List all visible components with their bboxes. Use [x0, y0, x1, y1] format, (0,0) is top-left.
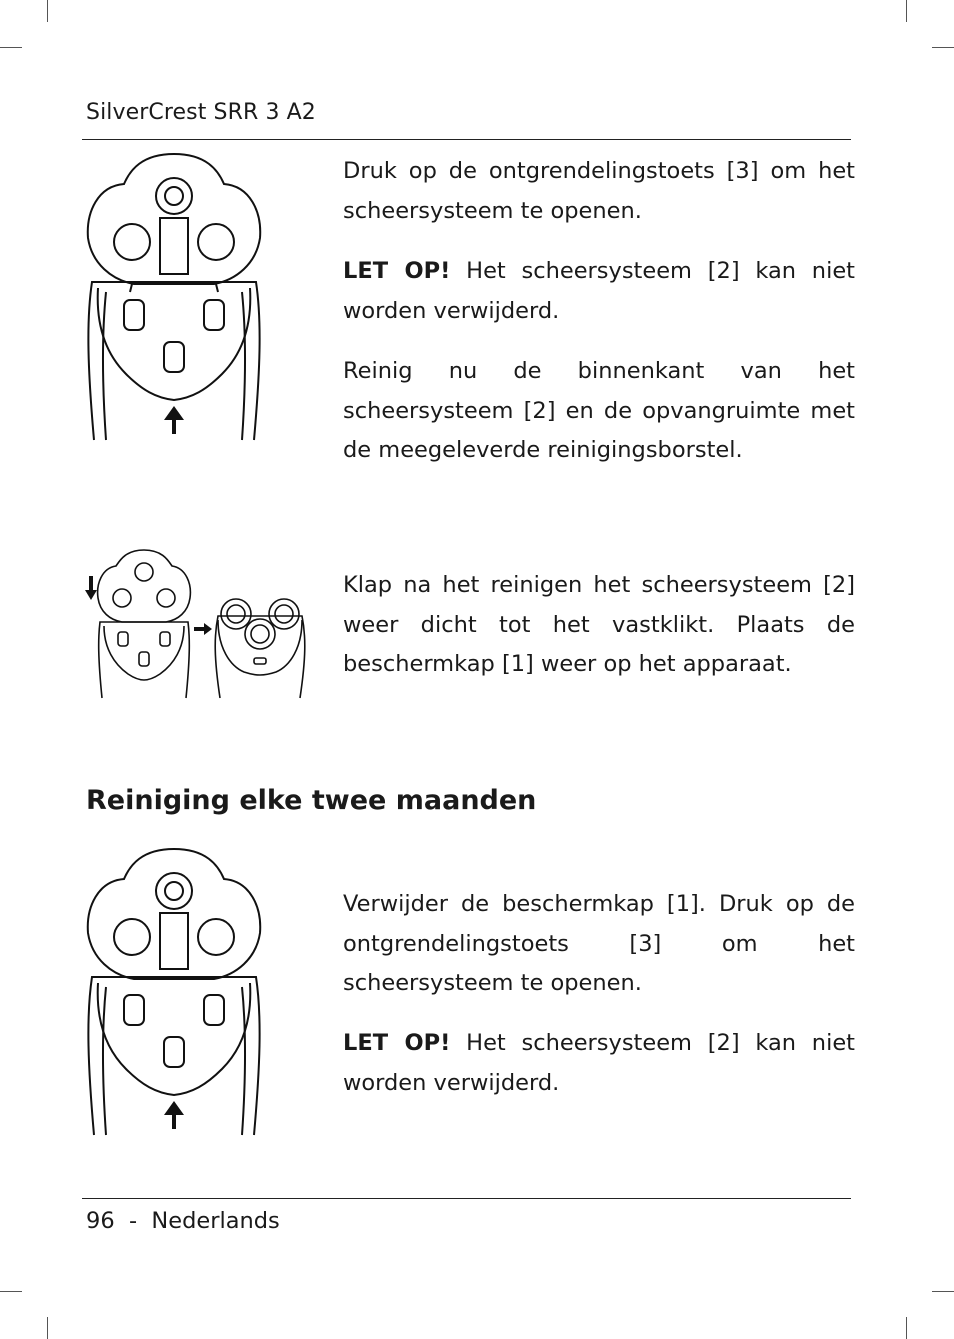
warning-label: LET OP! [343, 258, 451, 284]
page-number: 96 [86, 1208, 115, 1234]
footer-language: Nederlands [151, 1208, 280, 1234]
crop-mark [906, 1317, 907, 1339]
crop-mark [0, 1291, 22, 1292]
header-rule [82, 139, 851, 140]
paragraph: Klap na het reinigen het scheersysteem [2] weer dicht tot het vastklikt. Plaats de beschermkap [1] weer op het apparaat. [343, 572, 855, 677]
crop-mark [0, 47, 22, 48]
crop-mark [932, 1291, 954, 1292]
footer-separator: - [128, 1208, 138, 1234]
paragraph: Verwijder de beschermkap [1]. Druk op de ontgrendelingstoets [3] om het scheersysteem te openen. [343, 891, 855, 996]
running-header: SilverCrest SRR 3 A2 [86, 100, 316, 125]
warning-paragraph: LET OP! Het scheersysteem [2] kan niet worden verwijderd. [343, 1030, 855, 1096]
shaver-open-illustration [84, 152, 264, 442]
section-heading: Reiniging elke twee maanden [86, 785, 537, 816]
warning-paragraph: LET OP! Het scheersysteem [2] kan niet worden verwijderd. [343, 258, 855, 324]
page-footer [86, 1208, 280, 1234]
shaver-close-illustration [84, 548, 310, 700]
crop-mark [47, 1317, 48, 1339]
shaver-open-illustration [84, 847, 264, 1137]
crop-mark [47, 0, 48, 22]
crop-mark [932, 47, 954, 48]
paragraph: Druk op de ontgrendelingstoets [3] om het scheersysteem te openen. [343, 158, 855, 224]
paragraph: Reinig nu de binnenkant van het scheersysteem [2] en de opvangruimte met de meegeleverde reinigingsborstel. [343, 358, 855, 463]
footer-rule [82, 1198, 851, 1199]
warning-label: LET OP! [343, 1030, 451, 1056]
crop-mark [906, 0, 907, 22]
